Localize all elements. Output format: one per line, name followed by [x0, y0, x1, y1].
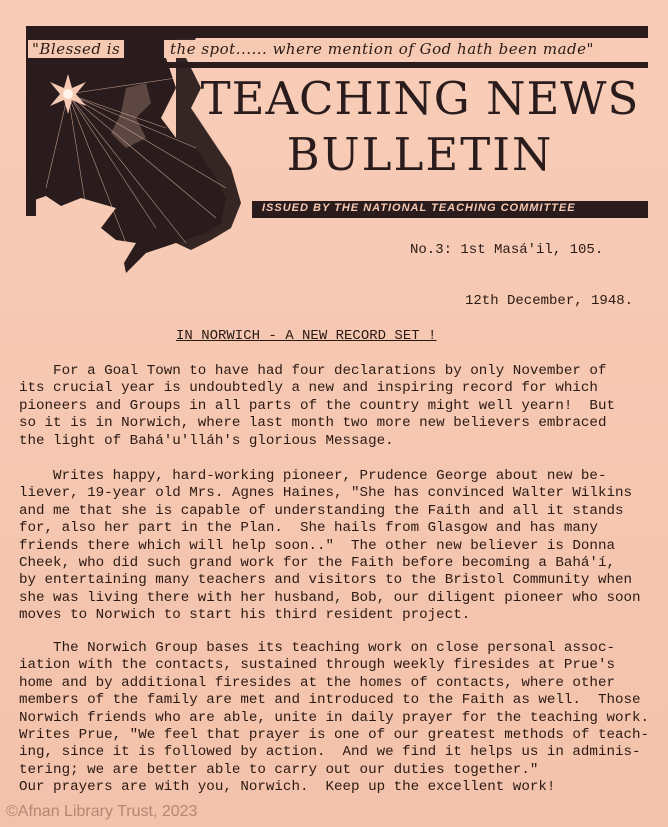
- text-line: tering; we are better able to carry out our duties together.": [19, 761, 539, 778]
- paragraph-2: [19, 468, 659, 625]
- masthead-quote-right: the spot...... where mention of God hath been made": [164, 40, 600, 58]
- text-line: home and by additional firesides at the homes of contacts, where other: [19, 674, 615, 691]
- text-line: its crucial year is undoubtedly a new and inspiring record for which: [19, 380, 598, 397]
- copyright-watermark: ©Afnan Library Trust, 2023: [6, 803, 198, 820]
- text-line: Our prayers are with you, Norwich. Keep up the excellent work!: [19, 779, 556, 796]
- text-line: so it is in Norwich, where last month two more new believers embraced: [19, 415, 607, 432]
- text-line: and me that she is capable of understanding the Faith and all it stands: [19, 502, 624, 519]
- text-line: pioneers and Groups in all parts of the country might well yearn! But: [19, 397, 615, 414]
- text-line: iation with the contacts, sustained through weekly firesides at Prue's: [19, 657, 615, 674]
- text-line: members of the family are met and introduced to the Faith as well. Those: [19, 692, 641, 709]
- text-line: liever, 19-year old Mrs. Agnes Haines, "She has convinced Walter Wilkins: [19, 485, 632, 502]
- paragraph-3: [19, 640, 659, 797]
- issue-date: 12th December, 1948.: [465, 293, 634, 309]
- paragraph-1: [19, 363, 659, 450]
- text-line: Writes happy, hard-working pioneer, Prudence George about new be-: [19, 468, 607, 484]
- text-line: friends there which will help soon.." The other new believer is Donna: [19, 537, 615, 554]
- issue-number: No.3: 1st Masá'il, 105.: [410, 242, 604, 258]
- text-line: moves to Norwich to start his third resident project.: [19, 607, 471, 624]
- text-line: ing, since it is followed by action. And we find it helps us in adminis-: [19, 744, 641, 761]
- masthead-quote-left: "Blessed is: [28, 40, 124, 58]
- article-heading: IN NORWICH - A NEW RECORD SET !: [176, 328, 437, 344]
- issued-by-text: ISSUED BY THE NATIONAL TEACHING COMMITTEE: [262, 202, 576, 214]
- text-line: The Norwich Group bases its teaching work on close personal assoc-: [19, 640, 615, 656]
- text-line: the light of Bahá'u'lláh's glorious Message.: [19, 432, 394, 449]
- text-line: Norwich friends who are able, unite in daily prayer for the teaching work.: [19, 709, 650, 726]
- text-line: Writes Prue, "We feel that prayer is one of our greatest methods of teach-: [19, 727, 650, 744]
- text-line: she was living there with her husband, Bob, our diligent pioneer who soon: [19, 589, 641, 606]
- text-line: For a Goal Town to have had four declarations by only November of: [19, 363, 607, 379]
- masthead-title: TEACHING NEWS: [200, 72, 640, 125]
- text-line: Cheek, who did such grand work for the Faith before becoming a Bahá'í,: [19, 555, 615, 572]
- text-line: for, also her part in the Plan. She hails from Glasgow and has many: [19, 520, 598, 537]
- masthead-subtitle: BULLETIN: [286, 128, 554, 181]
- text-line: by entertaining many teachers and visitors to the Bristol Community when: [19, 572, 632, 589]
